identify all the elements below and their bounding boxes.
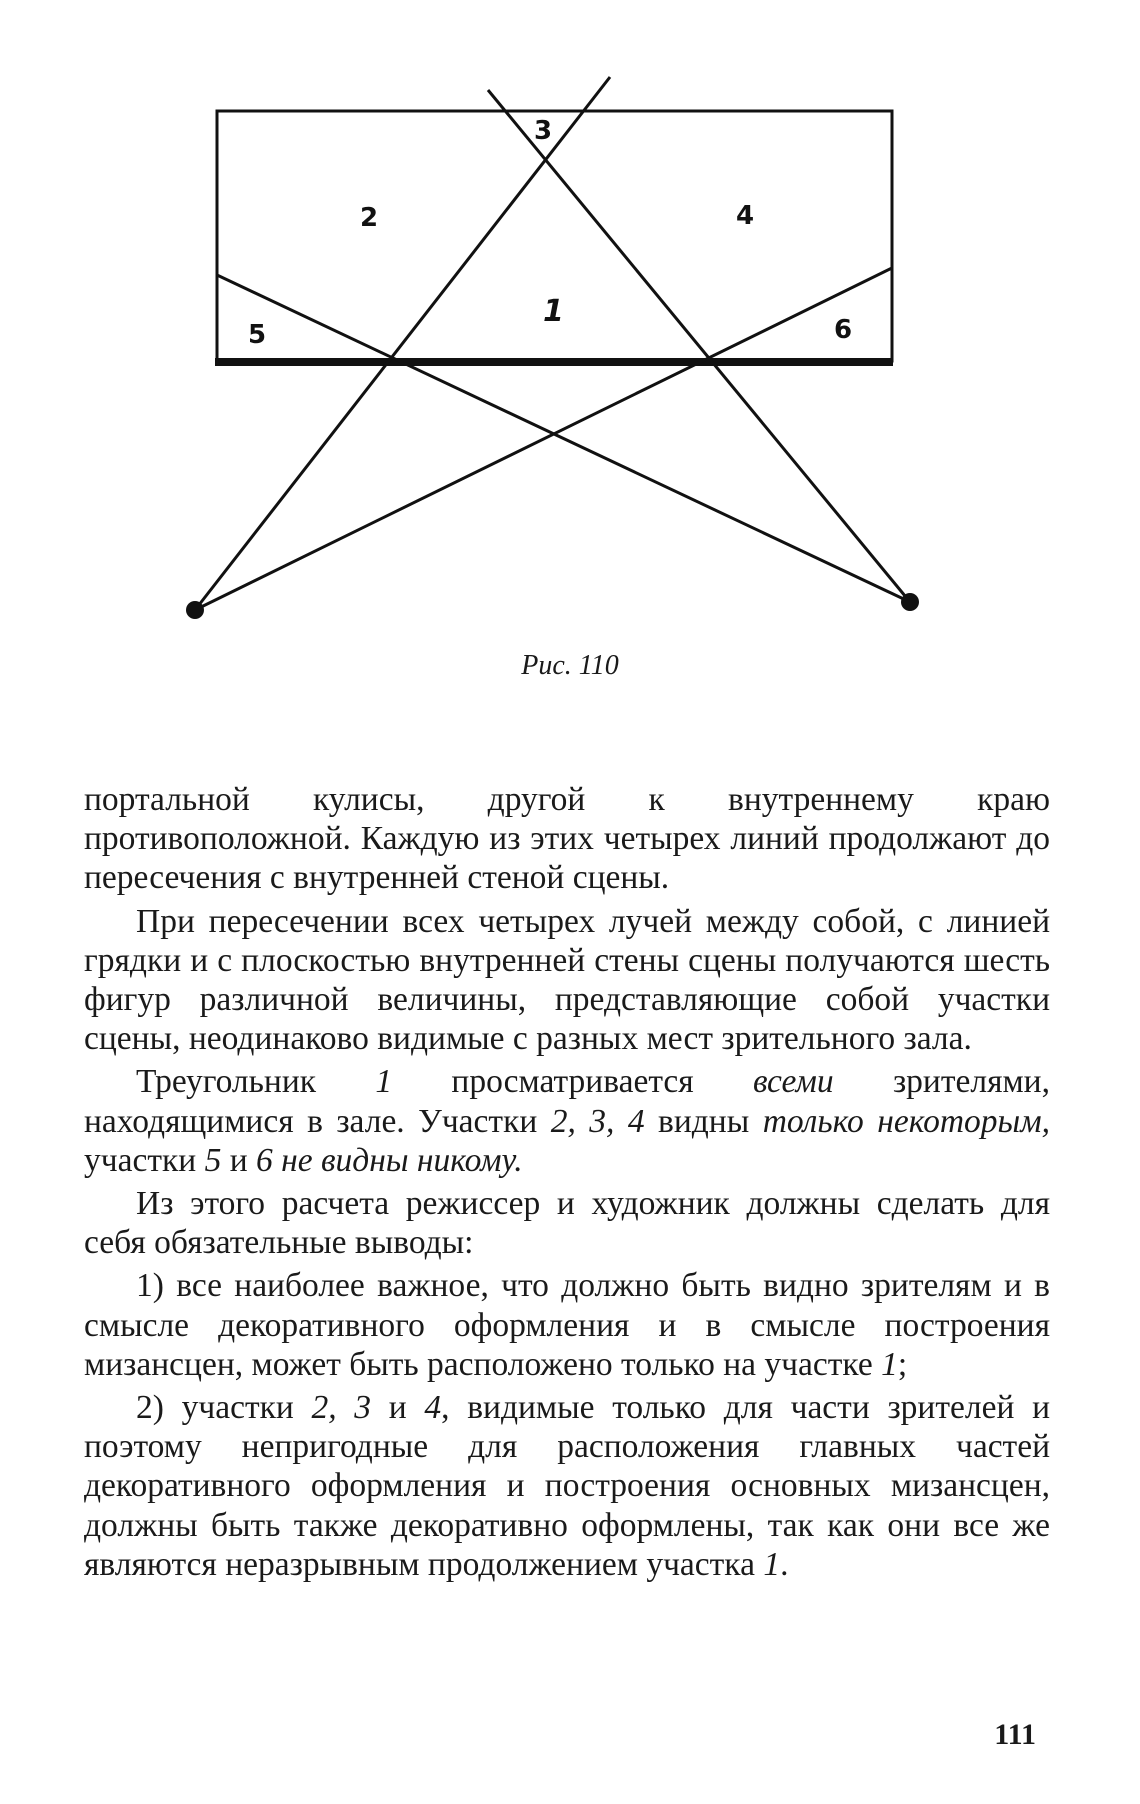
- zone-label-3: 3: [534, 116, 553, 146]
- text-run: участки: [84, 1141, 205, 1179]
- zone-label-4: 4: [736, 201, 755, 231]
- italic-number: 5: [204, 1141, 222, 1179]
- text-run: просматривается: [392, 1063, 753, 1101]
- italic-number: 1: [763, 1545, 781, 1583]
- list-item-2: [84, 1388, 1050, 1584]
- list-item-1: [84, 1266, 1050, 1384]
- zone-label-6: 6: [834, 315, 853, 345]
- paragraph-4: Из этого расчета режиссер и художник должны сделать для себя обязательные выводы:: [84, 1185, 1050, 1262]
- text-run: 2) участки: [136, 1389, 312, 1427]
- italic-number: 1: [881, 1345, 898, 1383]
- body-text: [84, 780, 1050, 1584]
- paragraph-1: портальной кулисы, другой к внутреннему краю противоположной. Каждую из этих четырех линий продолжают до пересечения с внутренней стеной сцены.: [84, 781, 1050, 897]
- text-run: , видимые только для части зрителей и поэтому непригодные для расположения главных частей декоративного оформления и построения основных мизансцен, должны быть также декоративно оформлены, так как они все же являются неразрывным продолжением участка: [84, 1389, 1050, 1583]
- italic-number: 6: [256, 1141, 273, 1179]
- italic-number: 4: [424, 1389, 442, 1427]
- text-run: и: [371, 1389, 425, 1427]
- italic-emphasis: только некоторым,: [762, 1102, 1050, 1140]
- paragraph-3: [84, 1062, 1050, 1180]
- viewer-point-left: [186, 601, 204, 619]
- text-run: и: [221, 1141, 256, 1179]
- text-run: .: [780, 1545, 789, 1583]
- sight-line-right-a: [488, 90, 910, 602]
- text-run: [273, 1142, 281, 1179]
- text-run: Треугольник: [136, 1063, 376, 1101]
- italic-number: 1: [375, 1063, 393, 1101]
- figure-caption: Рис. 110: [521, 650, 619, 681]
- text-run: видны: [644, 1102, 763, 1140]
- text-run: ;: [897, 1345, 908, 1383]
- italic-emphasis: всеми: [752, 1063, 834, 1101]
- italic-number: 2, 3: [311, 1389, 372, 1427]
- zone-label-1: 1: [543, 294, 564, 329]
- stage-visibility-diagram: [0, 0, 1140, 720]
- page-number: 111: [994, 1718, 1036, 1751]
- italic-emphasis: не видны никому.: [281, 1141, 523, 1179]
- text-run: 1) все наиболее важное, что должно быть видно зрителям и в смысле декоративного оформления и в смысле построения мизансцен, может быть расположено только на участке: [84, 1267, 1050, 1383]
- zone-label-5: 5: [248, 320, 267, 350]
- text-run: зрителями, находящимися в зале. Участки: [84, 1063, 1050, 1140]
- diagram-svg: [0, 0, 1140, 720]
- paragraph-2: При пересечении всех четырех лучей между собой, с линией грядки и с плоскостью внутренней стены сцены получаются шесть фигур различной величины, представляющие собой участки сцены, неодинаково видимые с разных мест зрительного зала.: [84, 902, 1050, 1058]
- zone-label-2: 2: [360, 203, 379, 233]
- viewer-point-right: [901, 593, 919, 611]
- italic-number: 2, 3, 4: [550, 1102, 645, 1140]
